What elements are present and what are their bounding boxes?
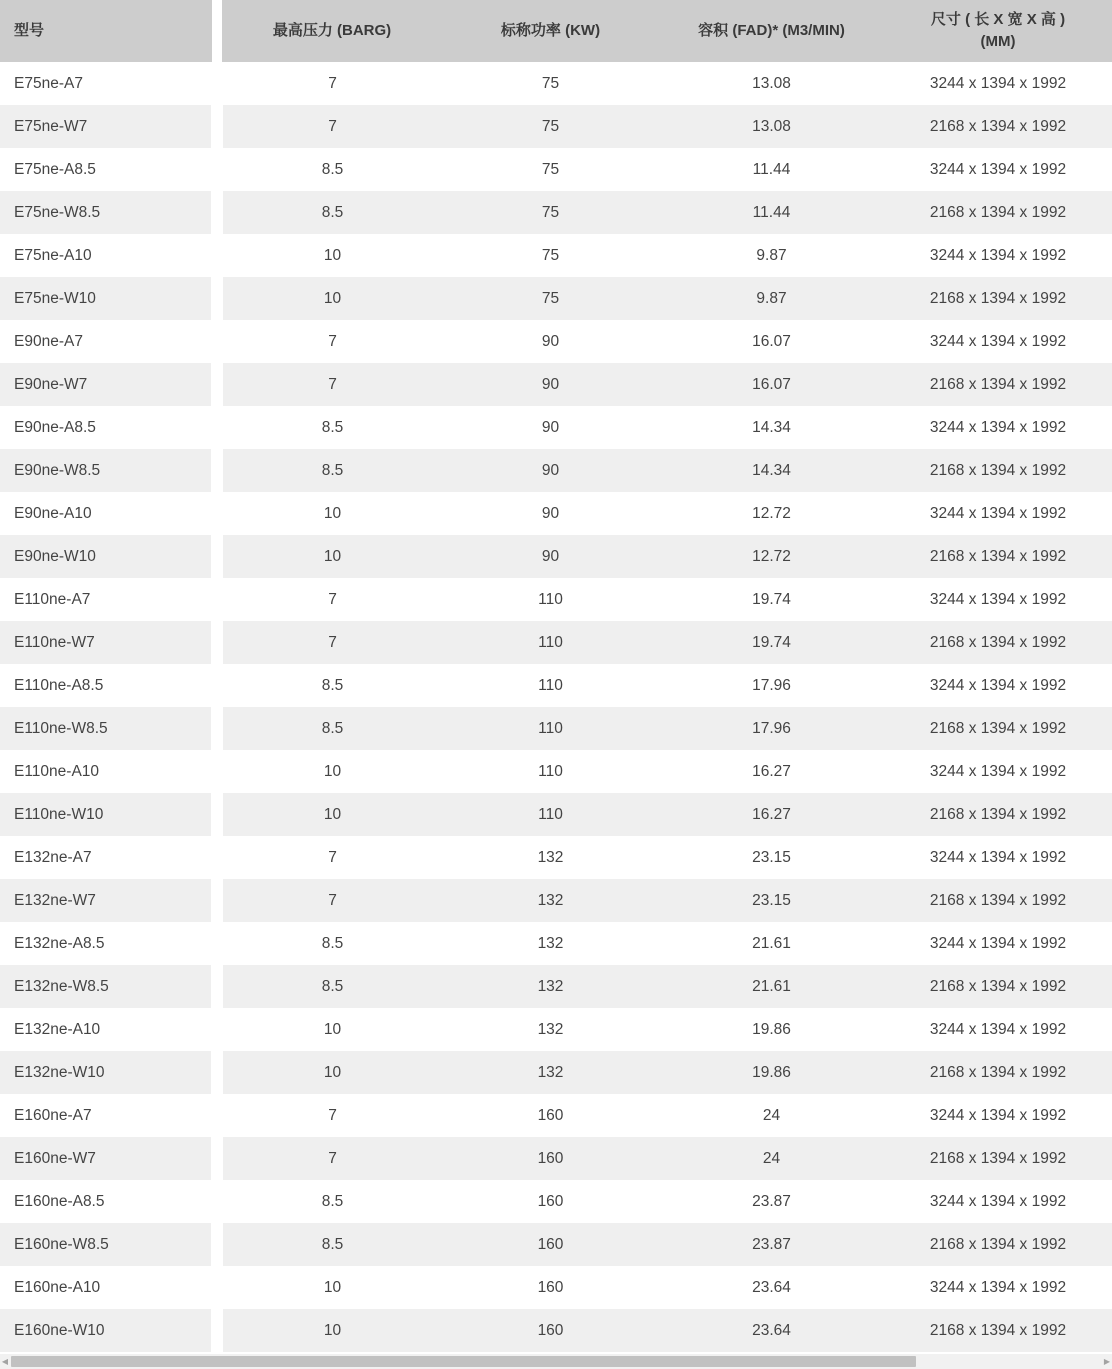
cell-power: 132: [442, 836, 659, 879]
cell-power: 75: [442, 62, 659, 105]
cell-model: E75ne-A10: [0, 234, 217, 277]
cell-dimensions: 2168 x 1394 x 1992: [884, 191, 1112, 234]
cell-pressure: 7: [217, 879, 442, 922]
cell-pressure: 8.5: [217, 148, 442, 191]
cell-capacity: 13.08: [659, 62, 884, 105]
cell-capacity: 23.15: [659, 836, 884, 879]
cell-capacity: 17.96: [659, 707, 884, 750]
cell-capacity: 23.64: [659, 1266, 884, 1309]
cell-pressure: 8.5: [217, 1180, 442, 1223]
cell-capacity: 19.74: [659, 578, 884, 621]
cell-power: 110: [442, 578, 659, 621]
cell-model: E90ne-A8.5: [0, 406, 217, 449]
cell-model: E132ne-A8.5: [0, 922, 217, 965]
table-row: [0, 234, 1112, 277]
cell-dimensions: 3244 x 1394 x 1992: [884, 1008, 1112, 1051]
cell-pressure: 8.5: [217, 191, 442, 234]
cell-power: 110: [442, 621, 659, 664]
cell-pressure: 7: [217, 578, 442, 621]
cell-model: E132ne-W10: [0, 1051, 217, 1094]
cell-pressure: 7: [217, 62, 442, 105]
cell-dimensions: 3244 x 1394 x 1992: [884, 1180, 1112, 1223]
cell-pressure: 10: [217, 535, 442, 578]
table-row: [0, 836, 1112, 879]
cell-dimensions: 3244 x 1394 x 1992: [884, 578, 1112, 621]
cell-dimensions: 3244 x 1394 x 1992: [884, 1094, 1112, 1137]
cell-model: E110ne-A7: [0, 578, 217, 621]
table-row: [0, 965, 1112, 1008]
cell-pressure: 10: [217, 793, 442, 836]
table-row: [0, 277, 1112, 320]
cell-power: 90: [442, 406, 659, 449]
cell-dimensions: 2168 x 1394 x 1992: [884, 621, 1112, 664]
cell-model: E132ne-A7: [0, 836, 217, 879]
cell-power: 110: [442, 793, 659, 836]
cell-pressure: 7: [217, 320, 442, 363]
cell-pressure: 10: [217, 1008, 442, 1051]
cell-model: E160ne-W7: [0, 1137, 217, 1180]
cell-capacity: 11.44: [659, 191, 884, 234]
cell-power: 90: [442, 449, 659, 492]
cell-pressure: 10: [217, 492, 442, 535]
cell-capacity: 13.08: [659, 105, 884, 148]
cell-power: 160: [442, 1137, 659, 1180]
cell-model: E160ne-A8.5: [0, 1180, 217, 1223]
table-row: [0, 1008, 1112, 1051]
cell-pressure: 7: [217, 105, 442, 148]
cell-power: 132: [442, 1051, 659, 1094]
scroll-right-arrow-icon[interactable]: ▶: [1103, 1357, 1111, 1366]
cell-power: 75: [442, 105, 659, 148]
cell-capacity: 14.34: [659, 406, 884, 449]
table-row: [0, 750, 1112, 793]
cell-pressure: 8.5: [217, 406, 442, 449]
table-header-row: [0, 0, 1112, 62]
cell-dimensions: 2168 x 1394 x 1992: [884, 793, 1112, 836]
cell-pressure: 8.5: [217, 1223, 442, 1266]
cell-capacity: 23.87: [659, 1223, 884, 1266]
cell-power: 160: [442, 1266, 659, 1309]
table-header: [0, 0, 1112, 62]
table-row: [0, 62, 1112, 105]
cell-dimensions: 3244 x 1394 x 1992: [884, 1266, 1112, 1309]
cell-pressure: 10: [217, 277, 442, 320]
cell-dimensions: 3244 x 1394 x 1992: [884, 148, 1112, 191]
table-row: [0, 578, 1112, 621]
cell-model: E75ne-A7: [0, 62, 217, 105]
cell-model: E75ne-W10: [0, 277, 217, 320]
cell-power: 160: [442, 1180, 659, 1223]
cell-capacity: 16.27: [659, 793, 884, 836]
cell-model: E110ne-W10: [0, 793, 217, 836]
header-capacity: 容积 (FAD)* (M3/MIN): [659, 0, 884, 62]
cell-pressure: 10: [217, 1309, 442, 1352]
cell-power: 110: [442, 664, 659, 707]
header-pressure: 最高压力 (BARG): [217, 0, 442, 62]
cell-dimensions: 2168 x 1394 x 1992: [884, 879, 1112, 922]
cell-dimensions: 3244 x 1394 x 1992: [884, 492, 1112, 535]
cell-capacity: 19.74: [659, 621, 884, 664]
cell-power: 75: [442, 277, 659, 320]
table-row: [0, 105, 1112, 148]
cell-model: E160ne-W10: [0, 1309, 217, 1352]
table-row: [0, 363, 1112, 406]
cell-capacity: 19.86: [659, 1051, 884, 1094]
table-row: [0, 535, 1112, 578]
table-body: [0, 62, 1112, 1352]
cell-capacity: 24: [659, 1137, 884, 1180]
scroll-left-arrow-icon[interactable]: ◀: [1, 1357, 9, 1366]
cell-capacity: 11.44: [659, 148, 884, 191]
header-power: 标称功率 (KW): [442, 0, 659, 62]
cell-capacity: 23.15: [659, 879, 884, 922]
table-row: [0, 1266, 1112, 1309]
cell-capacity: 14.34: [659, 449, 884, 492]
cell-power: 75: [442, 191, 659, 234]
cell-model: E160ne-W8.5: [0, 1223, 217, 1266]
cell-power: 160: [442, 1223, 659, 1266]
cell-pressure: 8.5: [217, 707, 442, 750]
cell-model: E110ne-W8.5: [0, 707, 217, 750]
cell-capacity: 12.72: [659, 492, 884, 535]
cell-model: E160ne-A10: [0, 1266, 217, 1309]
cell-dimensions: 3244 x 1394 x 1992: [884, 836, 1112, 879]
cell-pressure: 10: [217, 1266, 442, 1309]
cell-pressure: 8.5: [217, 965, 442, 1008]
cell-model: E90ne-W10: [0, 535, 217, 578]
cell-pressure: 8.5: [217, 922, 442, 965]
cell-pressure: 8.5: [217, 664, 442, 707]
cell-power: 75: [442, 148, 659, 191]
cell-power: 90: [442, 320, 659, 363]
cell-dimensions: 2168 x 1394 x 1992: [884, 1051, 1112, 1094]
cell-dimensions: 3244 x 1394 x 1992: [884, 234, 1112, 277]
cell-pressure: 7: [217, 1094, 442, 1137]
header-model: 型号: [0, 0, 217, 62]
cell-power: 132: [442, 965, 659, 1008]
cell-pressure: 7: [217, 621, 442, 664]
cell-pressure: 10: [217, 1051, 442, 1094]
cell-pressure: 10: [217, 750, 442, 793]
cell-dimensions: 2168 x 1394 x 1992: [884, 449, 1112, 492]
cell-model: E160ne-A7: [0, 1094, 217, 1137]
cell-model: E90ne-A7: [0, 320, 217, 363]
cell-capacity: 24: [659, 1094, 884, 1137]
cell-capacity: 9.87: [659, 234, 884, 277]
cell-dimensions: 3244 x 1394 x 1992: [884, 922, 1112, 965]
cell-pressure: 10: [217, 234, 442, 277]
cell-dimensions: 3244 x 1394 x 1992: [884, 320, 1112, 363]
cell-capacity: 23.64: [659, 1309, 884, 1352]
cell-capacity: 21.61: [659, 922, 884, 965]
cell-pressure: 7: [217, 1137, 442, 1180]
cell-power: 160: [442, 1094, 659, 1137]
cell-model: E90ne-W7: [0, 363, 217, 406]
cell-model: E110ne-W7: [0, 621, 217, 664]
header-dimensions-line2: (MM): [980, 33, 1016, 50]
table-row: [0, 148, 1112, 191]
table-row: [0, 664, 1112, 707]
cell-dimensions: 2168 x 1394 x 1992: [884, 363, 1112, 406]
cell-model: E75ne-W7: [0, 105, 217, 148]
table-row: [0, 492, 1112, 535]
cell-dimensions: 3244 x 1394 x 1992: [884, 664, 1112, 707]
table-row: [0, 621, 1112, 664]
table-row: [0, 449, 1112, 492]
cell-model: E75ne-A8.5: [0, 148, 217, 191]
table-row: [0, 191, 1112, 234]
cell-model: E132ne-A10: [0, 1008, 217, 1051]
cell-dimensions: 2168 x 1394 x 1992: [884, 1137, 1112, 1180]
table-row: [0, 879, 1112, 922]
cell-dimensions: 2168 x 1394 x 1992: [884, 277, 1112, 320]
cell-dimensions: 3244 x 1394 x 1992: [884, 406, 1112, 449]
cell-dimensions: 2168 x 1394 x 1992: [884, 965, 1112, 1008]
cell-model: E75ne-W8.5: [0, 191, 217, 234]
cell-capacity: 9.87: [659, 277, 884, 320]
cell-pressure: 7: [217, 836, 442, 879]
cell-dimensions: 2168 x 1394 x 1992: [884, 707, 1112, 750]
cell-capacity: 17.96: [659, 664, 884, 707]
table-row: [0, 1051, 1112, 1094]
table-row: [0, 707, 1112, 750]
cell-pressure: 7: [217, 363, 442, 406]
cell-power: 132: [442, 922, 659, 965]
cell-capacity: 16.07: [659, 320, 884, 363]
header-dimensions-line1: 尺寸 ( 长 X 宽 X 高 ): [930, 11, 1066, 28]
horizontal-scrollbar[interactable]: [0, 1354, 1112, 1369]
cell-capacity: 23.87: [659, 1180, 884, 1223]
table-row: [0, 1180, 1112, 1223]
cell-capacity: 12.72: [659, 535, 884, 578]
cell-capacity: 16.27: [659, 750, 884, 793]
cell-power: 110: [442, 707, 659, 750]
cell-dimensions: 2168 x 1394 x 1992: [884, 1309, 1112, 1352]
cell-dimensions: 3244 x 1394 x 1992: [884, 750, 1112, 793]
cell-pressure: 8.5: [217, 449, 442, 492]
table-row: [0, 1223, 1112, 1266]
header-dimensions: [884, 0, 1112, 62]
cell-model: E90ne-W8.5: [0, 449, 217, 492]
cell-model: E110ne-A8.5: [0, 664, 217, 707]
table-row: [0, 1137, 1112, 1180]
cell-capacity: 21.61: [659, 965, 884, 1008]
table-row: [0, 922, 1112, 965]
cell-model: E90ne-A10: [0, 492, 217, 535]
cell-power: 110: [442, 750, 659, 793]
scrollbar-thumb[interactable]: [11, 1356, 916, 1367]
table-row: [0, 1309, 1112, 1352]
table-row: [0, 406, 1112, 449]
cell-model: E110ne-A10: [0, 750, 217, 793]
cell-power: 75: [442, 234, 659, 277]
cell-model: E132ne-W7: [0, 879, 217, 922]
table-row: [0, 793, 1112, 836]
cell-model: E132ne-W8.5: [0, 965, 217, 1008]
cell-power: 90: [442, 492, 659, 535]
cell-capacity: 16.07: [659, 363, 884, 406]
table-row: [0, 320, 1112, 363]
cell-power: 132: [442, 879, 659, 922]
table-row: [0, 1094, 1112, 1137]
cell-capacity: 19.86: [659, 1008, 884, 1051]
cell-power: 90: [442, 535, 659, 578]
cell-dimensions: 2168 x 1394 x 1992: [884, 105, 1112, 148]
cell-dimensions: 2168 x 1394 x 1992: [884, 535, 1112, 578]
cell-power: 132: [442, 1008, 659, 1051]
cell-power: 160: [442, 1309, 659, 1352]
cell-dimensions: 2168 x 1394 x 1992: [884, 1223, 1112, 1266]
cell-power: 90: [442, 363, 659, 406]
cell-dimensions: 3244 x 1394 x 1992: [884, 62, 1112, 105]
